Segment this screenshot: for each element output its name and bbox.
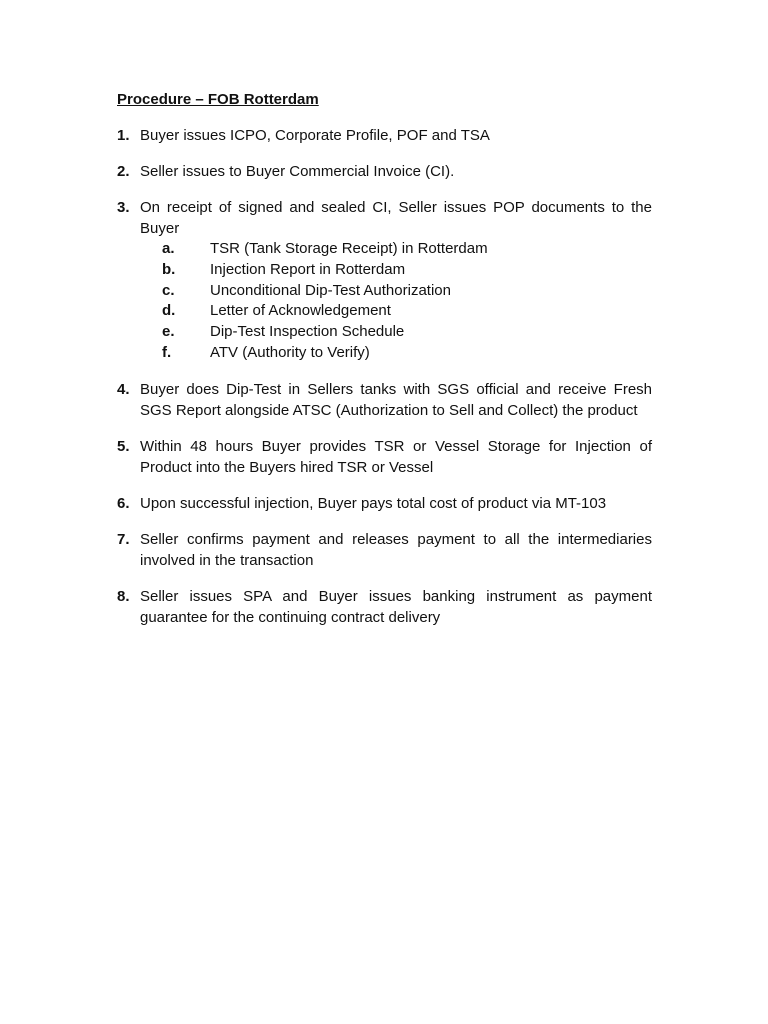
item-text: ATV (Authority to Verify) <box>210 343 370 361</box>
page-title: Procedure – FOB Rotterdam <box>117 91 319 108</box>
document-content <box>117 89 652 643</box>
item-letter: d. <box>162 302 176 320</box>
step-text: Seller issues SPA and Buyer issues banking instrument as payment guarantee for the continuing contract delivery <box>140 587 652 626</box>
item-letter: c. <box>162 281 175 299</box>
procedure-step-3 <box>117 197 652 364</box>
step-number: 5. <box>117 437 130 455</box>
step-text: Within 48 hours Buyer provides TSR or Vessel Storage for Injection of Product into the Buyers hired TSR or Vessel <box>140 437 652 476</box>
item-text: Letter of Acknowledgement <box>210 302 391 320</box>
step-text: Seller confirms payment and releases payment to all the intermediaries involved in the transaction <box>140 530 652 569</box>
list-item <box>140 343 652 364</box>
procedure-step-7 <box>117 529 652 571</box>
procedure-step-5 <box>117 436 652 478</box>
step-text: Seller issues to Buyer Commercial Invoice (CI). <box>140 163 455 180</box>
step-number: 3. <box>117 199 130 216</box>
step-text: Buyer does Dip-Test in Sellers tanks with SGS official and receive Fresh SGS Report alongside ATSC (Authorization to Sell and Collect) the product <box>140 380 652 419</box>
procedure-step-4 <box>117 379 652 421</box>
pop-documents-list <box>140 239 652 364</box>
step-text: On receipt of signed and sealed CI, Seller issues POP documents to the Buyer <box>140 199 652 237</box>
step-number: 2. <box>117 163 130 180</box>
item-text: TSR (Tank Storage Receipt) in Rotterdam <box>210 240 488 257</box>
list-item <box>140 239 652 260</box>
list-item <box>140 260 652 281</box>
item-letter: f. <box>162 343 172 361</box>
item-text: Dip-Test Inspection Schedule <box>210 323 405 341</box>
procedure-step-6 <box>117 493 652 514</box>
list-item <box>140 281 652 302</box>
item-letter: a. <box>162 240 175 257</box>
procedure-step-2 <box>117 161 652 182</box>
step-number: 1. <box>117 127 130 144</box>
step-number: 7. <box>117 530 130 548</box>
step-text: Buyer issues ICPO, Corporate Profile, POF and TSA <box>140 127 490 144</box>
item-text: Unconditional Dip-Test Authorization <box>210 281 451 299</box>
item-text: Injection Report in Rotterdam <box>210 260 406 278</box>
item-letter: e. <box>162 323 175 341</box>
list-item <box>140 322 652 343</box>
step-text: Upon successful injection, Buyer pays total cost of product via MT-103 <box>140 494 607 512</box>
step-number: 4. <box>117 380 130 398</box>
list-item <box>140 301 652 322</box>
step-number: 8. <box>117 587 130 605</box>
item-letter: b. <box>162 260 176 278</box>
procedure-step-1 <box>117 125 652 146</box>
procedure-step-8 <box>117 586 652 628</box>
step-number: 6. <box>117 494 130 512</box>
